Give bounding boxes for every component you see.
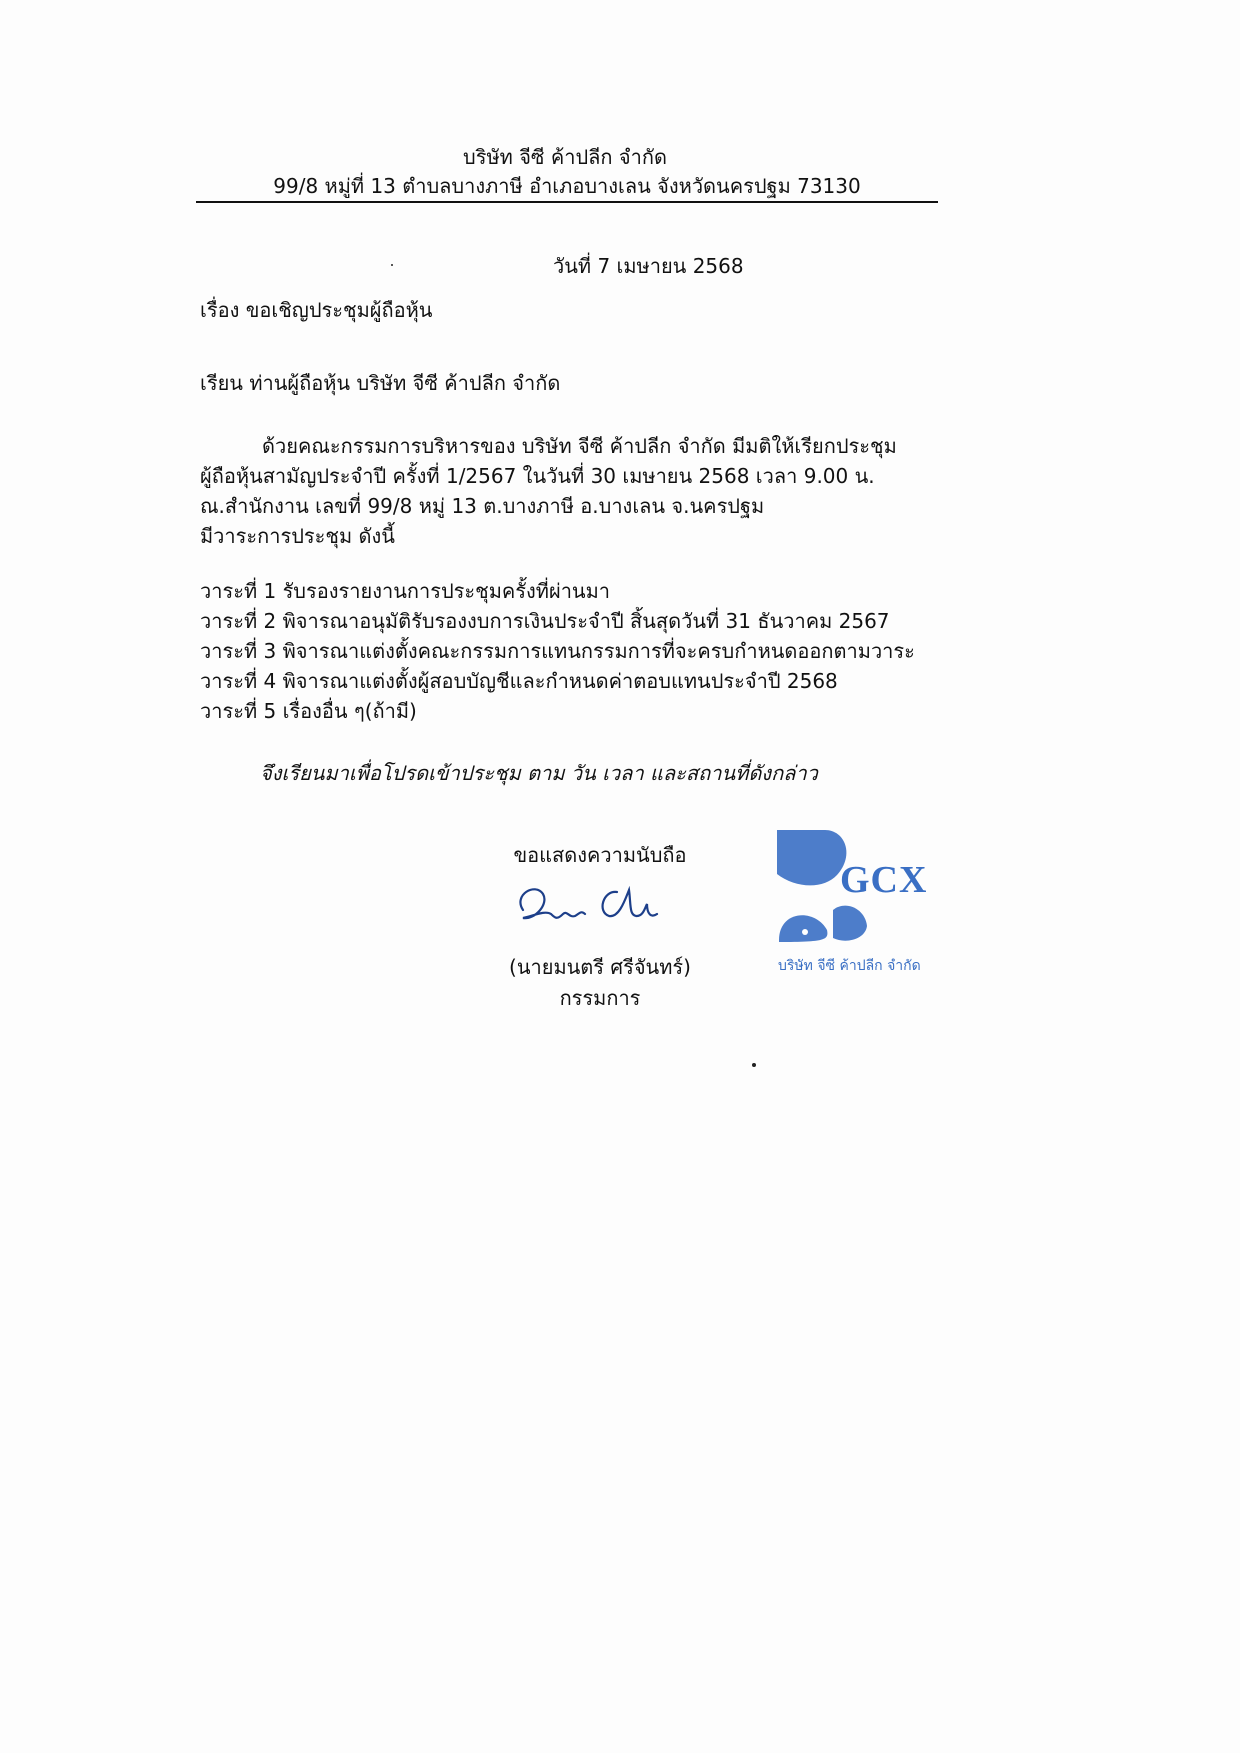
sign-off: ขอแสดงความนับถือ bbox=[513, 843, 687, 867]
scan-speck bbox=[391, 264, 393, 266]
letter-date: วันที่ 7 เมษายน 2568 bbox=[553, 254, 744, 278]
agenda-item: วาระที่ 4 พิจารณาแต่งตั้งผู้สอบบัญชีและกำหนดค่าตอบแทนประจำปี 2568 bbox=[200, 669, 838, 693]
signer-title: กรรมการ bbox=[559, 986, 641, 1010]
agenda-item: วาระที่ 2 พิจารณาอนุมัติรับรองงบการเงินประจำปี สิ้นสุดวันที่ 31 ธันวาคม 2567 bbox=[200, 609, 890, 633]
handwritten-signature bbox=[505, 870, 675, 940]
body-line: ผู้ถือหุ้นสามัญประจำปี ครั้งที่ 1/2567 ในวันที่ 30 เมษายน 2568 เวลา 9.00 น. bbox=[200, 464, 875, 488]
stamp-logo-text: GCX bbox=[840, 859, 928, 901]
company-address: 99/8 หมู่ที่ 13 ตำบลบางภาษี อำเภอบางเลน จังหวัดนครปฐม 73130 bbox=[196, 174, 938, 203]
body-line: มีวาระการประชุม ดังนี้ bbox=[200, 524, 395, 548]
letter-salutation: เรียน ท่านผู้ถือหุ้น บริษัท จีซี ค้าปลีก จำกัด bbox=[200, 371, 561, 395]
agenda-item: วาระที่ 3 พิจารณาแต่งตั้งคณะกรรมการแทนกรรมการที่จะครบกำหนดออกตามวาระ bbox=[200, 639, 915, 663]
closing-line: จึงเรียนมาเพื่อโปรดเข้าประชุม ตาม วัน เวลา และสถานที่ดังกล่าว bbox=[260, 761, 818, 785]
signer-name: (นายมนตรี ศรีจันทร์) bbox=[509, 955, 691, 979]
body-line: ณ.สำนักงาน เลขที่ 99/8 หมู่ 13 ต.บางภาษี อ.บางเลน จ.นครปฐม bbox=[200, 494, 765, 518]
body-line: ด้วยคณะกรรมการบริหารของ บริษัท จีซี ค้าปลีก จำกัด มีมติให้เรียกประชุม bbox=[262, 434, 897, 458]
company-name: บริษัท จีซี ค้าปลีก จำกัด bbox=[463, 145, 667, 169]
agenda-item: วาระที่ 5 เรื่องอื่น ๆ(ถ้ามี) bbox=[200, 699, 417, 723]
stamp-company-text: บริษัท จีซี ค้าปลีก จำกัด bbox=[778, 958, 921, 974]
scan-speck bbox=[752, 1063, 756, 1067]
letter-subject: เรื่อง ขอเชิญประชุมผู้ถือหุ้น bbox=[200, 298, 433, 322]
agenda-item: วาระที่ 1 รับรองรายงานการประชุมครั้งที่ผ่านมา bbox=[200, 579, 611, 603]
